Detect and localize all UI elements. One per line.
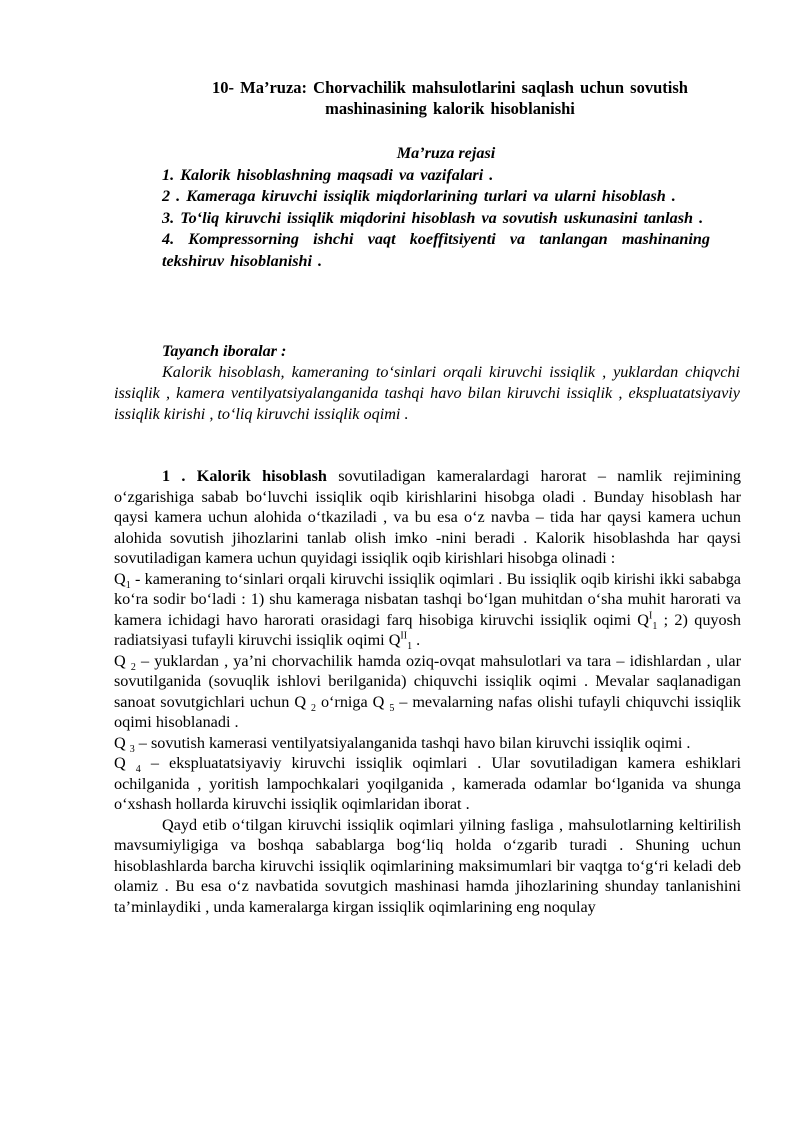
q-symbol: Q <box>388 631 401 649</box>
q-symbol: Q <box>114 733 126 752</box>
q-subscript: 1 <box>125 579 131 591</box>
q-symbol: Q <box>372 692 385 711</box>
paragraph-qayd: Qayd etib o‘tilgan kiruvchi issiqlik oqimlari yilning fasliga , mahsulotlarning keltirilish mavsumiyligiga va boshqa sabablarga bog‘liq holda o‘zgarib turadi . Shuning uchun hisoblashlarda barcha kiruvchi issiqlik oqimlarining maksimumlari bir vaqtga to‘g‘ri keladi deb olamiz . Bu esa o‘z navbatida sovutgich mashinasi hamda jihozlarining shunday tanlanishini ta’minlaydiki , unda kameralarga kirgan issiqlik oqimlarining eng noqulay <box>114 815 741 916</box>
q-subscript: 2 <box>310 702 316 714</box>
plan-item-4: 4. Kompressorning ishchi vaqt koeffitsiyenti va tanlangan mashinaning tekshiruv hisoblanishi . <box>162 230 710 270</box>
lecture-title <box>160 77 740 119</box>
paragraph-q2 <box>114 651 741 733</box>
q-superscript: I <box>649 610 653 622</box>
q4-text: – ekspluatatsiyaviy kiruvchi issiqlik oqimlari . Ular sovutiladigan kamera eshiklari ochilganida , yoritish lampochkalari yoqilganida , kamerada odamlar bo‘lganida va shunga o‘xshash hollarda kiruvchi issiqlik oqimlaridan iborat . <box>114 754 741 813</box>
q-symbol: Q <box>637 610 649 629</box>
q-symbol: Q <box>114 569 126 588</box>
q1-text-a: - kameraning to‘sinlari orqali kiruvchi issiqlik oqimlari . Bu issiqlik oqib kirishi ikki sababga ko‘ra sodir bo‘ladi : 1) shu kameraga nisbatan tashqi bo‘lgan muhitdan o‘sha muhit harorati va kamera ichidagi havo harorati orasidagi farq hisobiga kiruvchi issiqlik oqimi <box>114 569 741 629</box>
paragraph-q4 <box>114 753 741 815</box>
plan-item-1: 1. Kalorik hisoblashning maqsadi va vazifalari . <box>162 165 494 184</box>
paragraph-kalorik <box>114 466 741 569</box>
plan-item-2: 2 . Kameraga kiruvchi issiqlik miqdorlarining turlari va ularni hisoblash . <box>162 187 676 205</box>
q-subscript: 1 <box>407 641 413 653</box>
q3-text: – sovutish kamerasi ventilyatsiyalanganida tashqi havo bilan kiruvchi issiqlik oqimi . <box>134 733 691 752</box>
body-text <box>114 466 741 917</box>
key-terms-text: Kalorik hisoblash, kameraning to‘sinlari orqali kiruvchi issiqlik , yuklardan chiqvchi issiqlik , kamera ventilyatsiyalanganida tashqi havo bilan kiruvchi issiqlik , ekspluatatsiyaviy issiqlik kirishi , to‘liq kiruvchi issiqlik oqimi . <box>114 363 740 423</box>
title-line-2: mashinasining kalorik hisoblanishi <box>325 99 575 118</box>
q-symbol: Q <box>114 651 126 670</box>
q2-text-a: – yuklardan , ya’ni chorvachilik hamda oziq-ovqat mahsulotlari va tara – idishlardan , ular sovutilganida (sovuqlik ishlovi berilganida) chiquvchi issiqlik oqimi . Mevalar saqlanadigan sanoat sovutgichlari uchun <box>114 651 741 711</box>
q-subscript: 3 <box>129 743 135 755</box>
key-terms-heading: Tayanch iboralar : <box>162 342 287 360</box>
q-subscript: 4 <box>135 764 141 776</box>
plan-heading: Ma’ruza rejasi <box>396 144 496 162</box>
q2-text-c: – mevalarning nafas olishi tufayli chiquvchi issiqlik oqimi hisoblanadi . <box>114 692 742 731</box>
q-symbol: Q <box>114 754 126 772</box>
key-terms-section <box>114 341 740 425</box>
q2-text-b: o‘rniga <box>315 692 373 711</box>
q-subscript: 1 <box>652 620 658 632</box>
q-symbol: Q <box>294 692 307 711</box>
plan-item-3: 3. To‘liq kiruvchi issiqlik miqdorini hisoblash va sovutish uskunasini tanlash . <box>162 208 704 227</box>
paragraph-q1 <box>114 569 741 651</box>
q-subscript: 2 <box>130 661 136 673</box>
q-superscript: II <box>400 630 408 642</box>
q1-text-c: . <box>412 631 421 649</box>
q1-text-b: ; 2) quyosh radiatsiyasi tufayli kiruvchi issiqlik oqimi <box>114 610 741 649</box>
paragraph-q3 <box>114 733 741 754</box>
lecture-plan <box>162 143 710 272</box>
title-line-1: 10- Ma’ruza: Chorvachilik mahsulotlarini saqlash uchun sovutish <box>212 78 688 97</box>
paragraph-kalorik-text: sovutiladigan kameralardagi harorat – namlik rejimining o‘zgarishiga sabab bo‘luvchi issiqlik oqib kirishlarini hisobga oladi . Bunday hisoblash har qaysi kamera uchun alohida o‘tkaziladi , va bu esa o‘z navba – tida har qaysi kamera uchun alohida sovutish jihozlarini tanlab olish imko -nini beradi . Kalorik hisoblashda har qaysi sovutiladigan kamera uchun quyidagi issiqlik oqib kirishlari hisobga olinadi : <box>114 467 741 567</box>
paragraph-kalorik-bold: 1 . Kalorik hisoblash <box>162 467 327 485</box>
q-subscript: 5 <box>389 702 395 714</box>
